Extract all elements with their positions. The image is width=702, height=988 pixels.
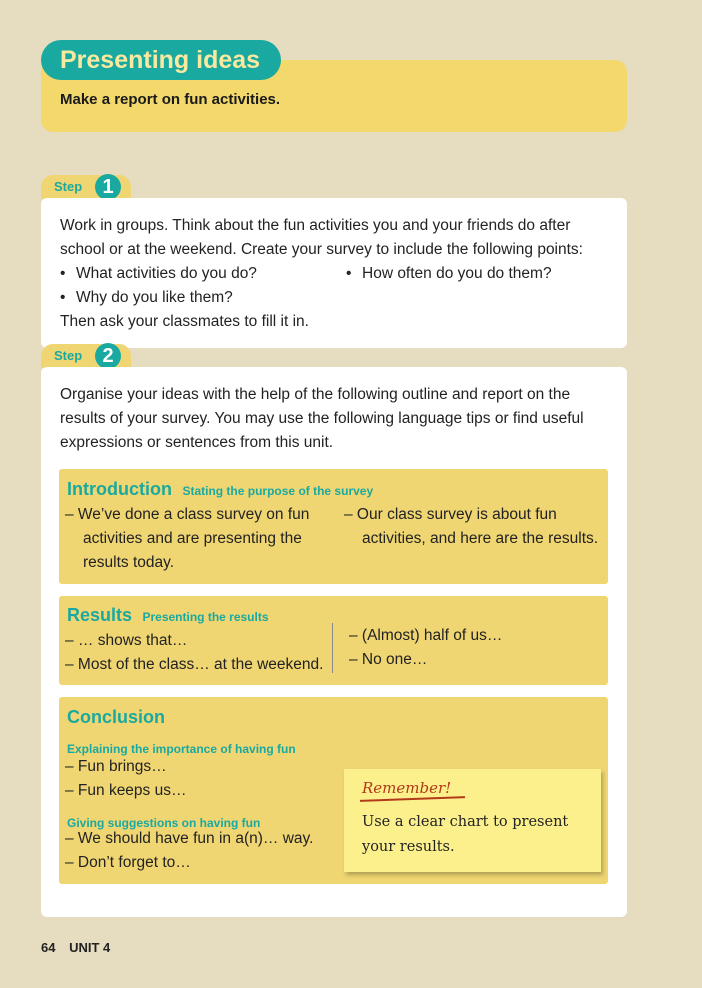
- results-left-line-1: – … shows that…: [65, 632, 188, 649]
- step-2-intro-line-1: Organise your ideas with the help of the following outline and report on the: [60, 386, 571, 403]
- step-1-number: 1: [95, 174, 121, 200]
- results-right-line-1: – (Almost) half of us…: [349, 627, 503, 644]
- step-2-tab: [41, 344, 131, 368]
- conclusion-line-2: – Fun keeps us…: [65, 782, 187, 799]
- step-1-bullet-1: • What activities do you do?: [60, 262, 257, 286]
- remember-title: Remember!: [362, 779, 452, 797]
- results-box: [59, 596, 608, 685]
- step-1-intro-line-2: school or at the weekend. Create your survey to include the following points:: [60, 241, 583, 258]
- introduction-left-line-2: activities and are presenting the: [83, 530, 302, 547]
- conclusion-line-1: – Fun brings…: [65, 758, 167, 775]
- remember-note: [344, 769, 601, 872]
- introduction-right-line-2: activities, and here are the results.: [362, 530, 599, 547]
- remember-line-2: your results.: [362, 839, 455, 855]
- results-left-line-2: – Most of the class… at the weekend.: [65, 656, 324, 673]
- results-right-line-2: – No one…: [349, 651, 428, 668]
- results-subtitle: Presenting the results: [142, 610, 269, 624]
- results-title: Results: [67, 605, 133, 625]
- step-1-panel: [41, 198, 627, 348]
- conclusion-subtitle-2: Giving suggestions on having fun: [67, 816, 261, 830]
- step-2-number: 2: [95, 343, 121, 369]
- remember-text: [362, 810, 587, 860]
- step-1-label: Step: [54, 179, 83, 194]
- conclusion-line-3: – We should have fun in a(n)… way.: [65, 830, 314, 847]
- step-2-intro-line-3: expressions or sentences from this unit.: [60, 434, 334, 451]
- introduction-title: Introduction: [67, 479, 172, 499]
- results-divider: [332, 623, 333, 673]
- step-2-intro-line-2: results of your survey. You may use the following language tips or find useful: [60, 410, 584, 427]
- introduction-left-line-3: results today.: [83, 554, 175, 571]
- conclusion-subtitle-1: Explaining the importance of having fun: [67, 742, 296, 756]
- step-1-intro-line-1: Work in groups. Think about the fun activities you and your friends do after: [60, 217, 571, 234]
- conclusion-line-4: – Don’t forget to…: [65, 854, 191, 871]
- introduction-left-line-1: – We’ve done a class survey on fun: [65, 506, 310, 523]
- introduction-box: [59, 469, 608, 584]
- remember-underline: [360, 796, 465, 802]
- step-1-closing: Then ask your classmates to fill it in.: [60, 313, 309, 330]
- introduction-right-line-1: – Our class survey is about fun: [344, 506, 557, 523]
- remember-line-1: Use a clear chart to present: [362, 814, 569, 830]
- step-1-tab: [41, 175, 131, 199]
- introduction-subtitle: Stating the purpose of the survey: [182, 484, 374, 498]
- task-subtitle: Make a report on fun activities.: [60, 91, 281, 108]
- step-2-label: Step: [54, 348, 83, 363]
- step-1-bullet-3: • Why do you like them?: [60, 286, 233, 310]
- conclusion-title: Conclusion: [67, 707, 165, 727]
- page-number: 64: [41, 940, 56, 955]
- unit-label: UNIT 4: [69, 940, 111, 955]
- step-1-bullet-2: • How often do you do them?: [346, 262, 552, 286]
- page-footer: [41, 940, 110, 955]
- section-title: Presenting ideas: [41, 40, 281, 80]
